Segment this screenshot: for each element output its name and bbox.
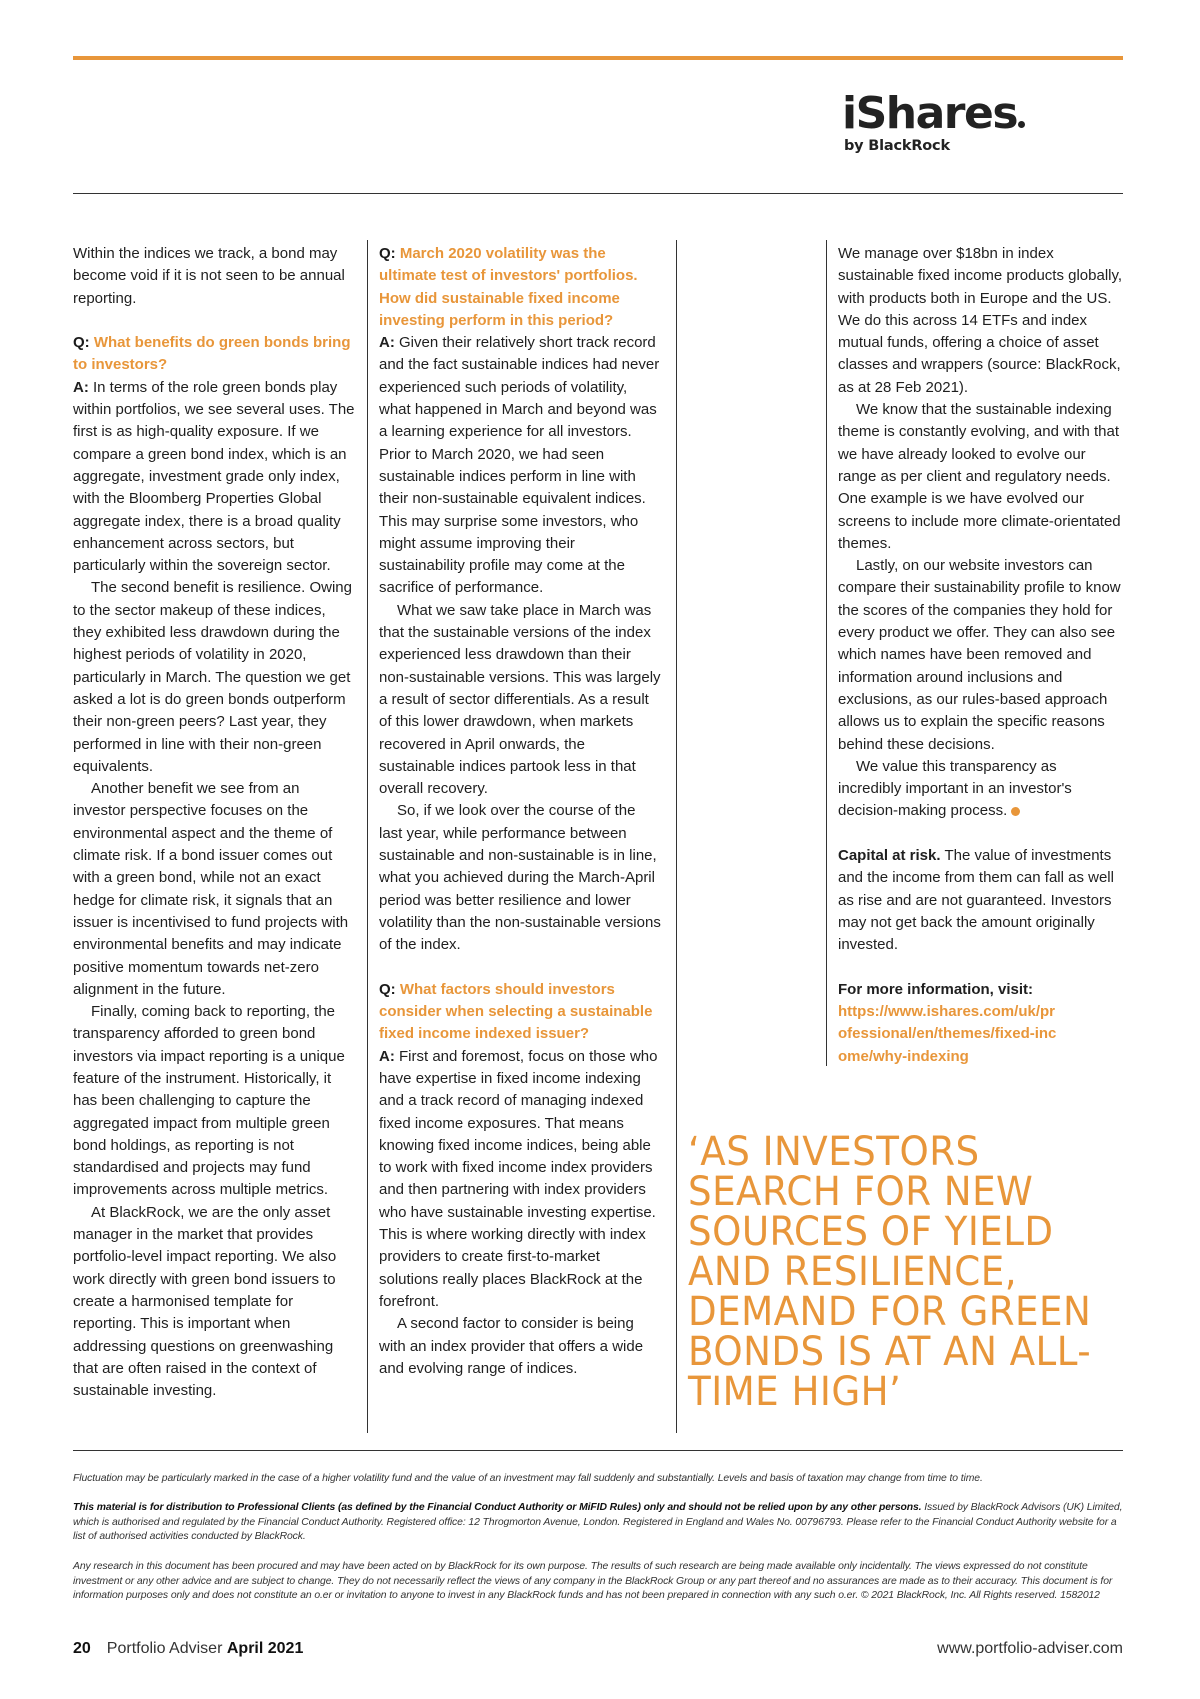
article-column-1 [73, 243, 355, 1402]
paragraph: What we saw take place in March was that the sustainable versions of the index experienced less drawdown than their non-sustainable versions. This was largely a result of sector differentials. As a result of this lower drawdown, when markets recovered in April onwards, the sustainable indices partook less in that overall recovery. [379, 601, 661, 798]
footer-divider [73, 1450, 1123, 1451]
paragraph: Another benefit we see from an investor perspective focuses on the environmental aspect and the theme of climate risk. If a bond issuer comes out with a green bond, while not an exact hedge for climate risk, it signals that an issuer is incentivised to fund projects with environmental benefits and may indicate positive momentum towards net-zero alignment in the future. [73, 780, 349, 998]
paragraph: We value this transparency as incredibly important in an investor's decision-making process. [838, 757, 1072, 820]
disclaimer-distribution: This material is for distribution to Professional Clients (as defined by the Financial Conduct Authority or MiFID Rules) only and should not be relied upon by any other persons. Issued by BlackRock Advisors (UK) Limited, which is authorised and regulated by the Financial Conduct Authority. Registered office: 12 Throgmorton Avenue, London. Registered in England and Wales No. 00796793. Please refer to the Financial Conduct Authority website for a list of authorised activities conducted by BlackRock. [73, 1502, 1123, 1543]
info-link[interactable]: https://www.ishares.com/uk/professional/en/themes/fixed-income/why-indexing [838, 1003, 1057, 1065]
answer-paragraph: A: First and foremost, focus on those who have expertise in fixed income indexing and a track record of managing indexed fixed income exposures. That means knowing fixed income indices, being able to work with fixed income index providers and then partnering with index providers who have sustainable investing expertise. This is where working directly with index providers to create first-to-market solutions really places BlackRock at the forefront. [379, 1047, 658, 1310]
paragraph: At BlackRock, we are the only asset manager in the market that provides portfolio-level impact reporting. We also work directly with green bond issuers to create a harmonised template for reporting. This is important when addressing questions on greenwashing that are often raised in the context of sustainable investing. [73, 1203, 337, 1400]
paragraph: Finally, coming back to reporting, the transparency afforded to green bond investors via impact reporting is a unique feature of the instrument. Historically, it has been challenging to capture the aggregated impact from multiple green bond holdings, as reporting is not standardised and projects may fund improvements across multiple metrics. [73, 1003, 345, 1199]
column-divider [367, 240, 368, 1433]
paragraph: The second benefit is resilience. Owing to the sector makeup of these indices, they exhibited less drawdown during the highest periods of volatility in 2020, particularly in March. The question we get asked a lot is do green bonds outperform their non-green peers? Last year, they performed in line with their non-green equivalents. [73, 579, 352, 775]
disclaimer-volatility: Fluctuation may be particularly marked in the case of a higher volatility fund and the value of an investment may fall suddenly and substantially. Levels and basis of taxation may change from time to time. [73, 1473, 983, 1484]
disclaimer-research: Any research in this document has been procured and may have been acted on by BlackRock for its own purpose. The results of such research are being made available only incidentally. The views expressed do not constitute investment or any other advice and are subject to change. They do not necessarily reflect the views of any company in the BlackRock Group or any part thereof and no assurances are made as to their accuracy. This document is for information purposes only and does not constitute an o.er or invitation to anyone to invest in any BlackRock funds and has not been prepared in connection with any such o.er. © 2021 BlackRock, Inc. All Rights reserved. 1582012 [73, 1561, 1113, 1602]
column-divider [826, 240, 827, 1066]
article-column-2 [379, 243, 662, 1380]
article-column-3 [838, 243, 1123, 1068]
paragraph: Lastly, on our website investors can compare their sustainability profile to know the scores of the companies they hold for every product we offer. They can also see which names have been removed and information around inclusions and exclusions, as our rules-based approach allows us to explain the specific reasons behind these decisions. [838, 557, 1121, 753]
answer-paragraph: A: In terms of the role green bonds play within portfolios, we see several uses. The first is as high-quality exposure. If we compare a green bond index, which is an aggregate, investment grade only index, with the Bloomberg Properties Global aggregate index, there is a broad quality enhancement across sectors, but particularly within the sovereign sector. [73, 378, 355, 575]
paragraph: A second factor to consider is being with an index provider that offers a wide and evolving range of indices. [379, 1315, 644, 1377]
logo-dot [1018, 121, 1025, 128]
top-accent-rule [73, 56, 1123, 60]
question-heading: Q: What factors should investors consider when selecting a sustainable fixed income indexed issuer? [379, 980, 653, 1043]
logo-subtitle: by BlackRock [844, 138, 950, 154]
paragraph: So, if we look over the course of the last year, while performance between sustainable and non-sustainable is in line, what you achieved during the March-April period was better resilience and lower volatility than the non-sustainable versions of the index. [379, 802, 661, 954]
page-number: 20 [73, 1640, 91, 1657]
question-heading: Q: What benefits do green bonds bring to investors? [73, 334, 351, 374]
risk-warning: Capital at risk. The value of investments and the income from them can fall as well as rise and are not guaranteed. Investors may not get back the amount originally invested. [838, 847, 1114, 954]
ishares-logo [842, 88, 1042, 154]
paragraph: We know that the sustainable indexing theme is constantly evolving, and with that we have already looked to evolve our range as per client and regulatory needs. One example is we have evolved our screens to include more climate-orientated themes. [838, 401, 1121, 552]
answer-paragraph: A: Given their relatively short track record and the fact sustainable indices had never experienced such periods of volatility, what happened in March and beyond was a learning experience for all investors. Prior to March 2020, we had seen sustainable indices perform in line with their non-sustainable equivalent indices. This may surprise some investors, who might assume improving their sustainability profile may come at the sacrifice of performance. [379, 334, 660, 597]
paragraph: Within the indices we track, a bond may become void if it is not seen to be annual reporting. [73, 245, 345, 307]
issue-date: April 2021 [226, 1640, 304, 1657]
pull-quote: ‘AS INVESTORS SEARCH FOR NEW SOURCES OF YIELD AND RESILIENCE, DEMAND FOR GREEN BONDS IS AT AN ALL-TIME HIGH’ [688, 1129, 1092, 1415]
logo-wordmark: iShares [842, 88, 1018, 139]
info-label: For more information, visit: [838, 980, 1034, 998]
header-divider [73, 193, 1123, 194]
column-divider [676, 240, 677, 1433]
footer-publication [73, 1640, 303, 1658]
end-mark-icon [1011, 807, 1020, 816]
question-heading: Q: March 2020 volatility was the ultimate test of investors' portfolios. How did sustainable fixed income investing perform in this period? [379, 245, 638, 329]
paragraph: We manage over $18bn in index sustainable fixed income products globally, with products both in Europe and the US. We do this across 14 ETFs and index mutual funds, offering a choice of asset classes and wrappers (source: BlackRock, as at 28 Feb 2021). [838, 245, 1123, 396]
footer-website[interactable]: www.portfolio-adviser.com [937, 1640, 1123, 1657]
publication-name: Portfolio Adviser [106, 1640, 223, 1657]
